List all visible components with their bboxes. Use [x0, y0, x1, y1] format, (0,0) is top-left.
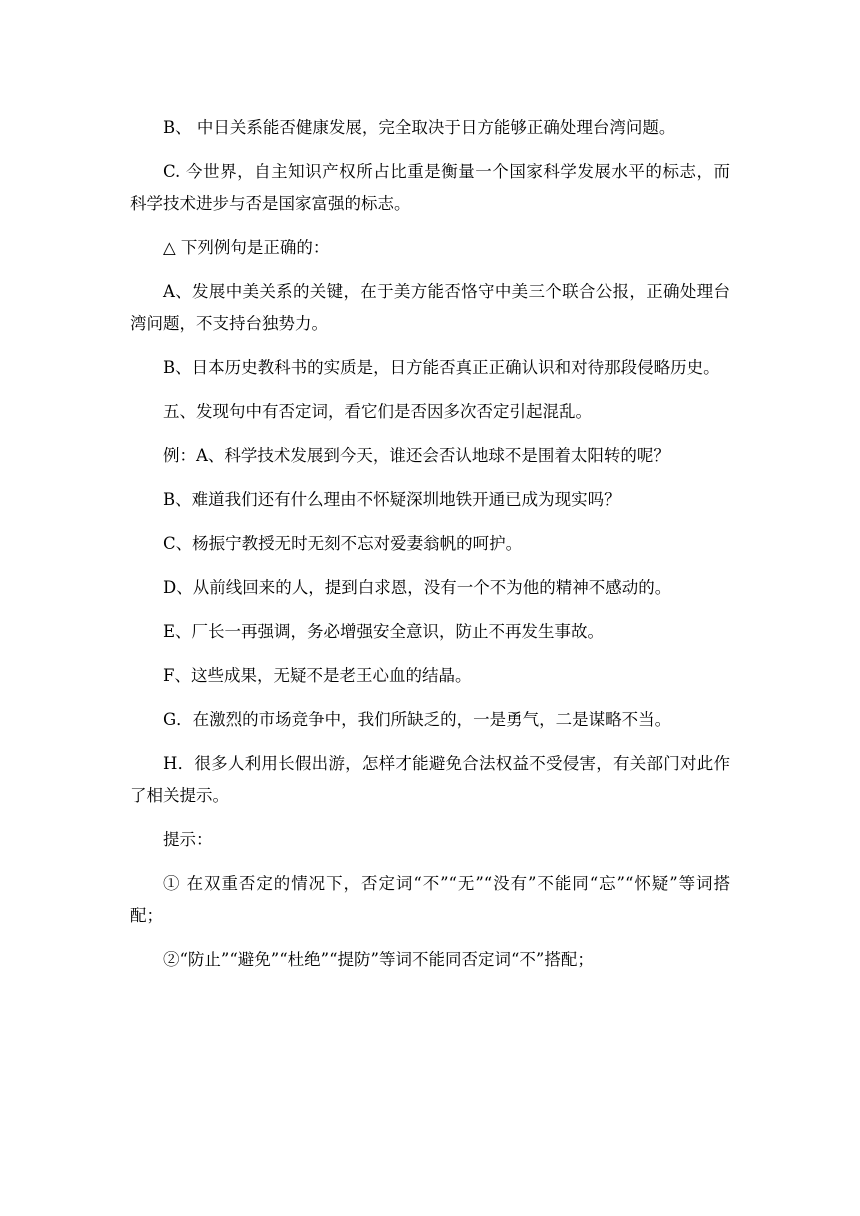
- example-c: C、杨振宁教授无时无刻不忘对爱妻翁帆的呵护。: [163, 534, 523, 553]
- hints-heading: 提示：: [163, 830, 213, 849]
- example-e: E、厂长一再强调，务必增强安全意识，防止不再发生事故。: [163, 622, 605, 641]
- example-g: G．在激烈的市场竞争中，我们所缺乏的，一是勇气，二是谋略不当。: [163, 710, 672, 729]
- hint-1: ① 在双重否定的情况下，否定词“不”“无”“没有”不能同“忘”“怀疑”等词搭配；: [130, 874, 730, 925]
- paragraph-correct-example-b: B、日本历史教科书的实质是，日方能否真正正确认识和对待那段侵略历史。: [163, 358, 720, 377]
- document-body: [130, 112, 730, 976]
- paragraph-correct-example-a: A、发展中美关系的关键，在于美方能否恪守中美三个联合公报，正确处理台湾问题，不支持台独势力。: [130, 282, 730, 333]
- paragraph-option-b-sino-japanese: B、 中日关系能否健康发展，完全取决于日方能够正确处理台湾问题。: [163, 118, 676, 137]
- example-h: H．很多人利用长假出游，怎样才能避免合法权益不受侵害，有关部门对此作了相关提示。: [130, 754, 730, 805]
- hint-2: ②“防止”“避免”“杜绝”“提防”等词不能同否定词“不”搭配；: [163, 950, 594, 969]
- section-heading-negation: 五、发现句中有否定词，看它们是否因多次否定引起混乱。: [163, 402, 592, 421]
- example-b: B、难道我们还有什么理由不怀疑深圳地铁开通已成为现实吗？: [163, 490, 621, 509]
- paragraph-option-c-ip: C. 今世界，自主知识产权所占比重是衡量一个国家科学发展水平的标志，而科学技术进步与否是国家富强的标志。: [130, 162, 730, 213]
- paragraph-correct-examples-heading: △ 下列例句是正确的：: [163, 238, 330, 257]
- example-d: D、从前线回来的人，提到白求恩，没有一个不为他的精神不感动的。: [163, 578, 672, 597]
- example-f: F、这些成果，无疑不是老王心血的结晶。: [163, 666, 472, 685]
- example-a: 例：A、科学技术发展到今天，谁还会否认地球不是围着太阳转的呢？: [163, 446, 670, 465]
